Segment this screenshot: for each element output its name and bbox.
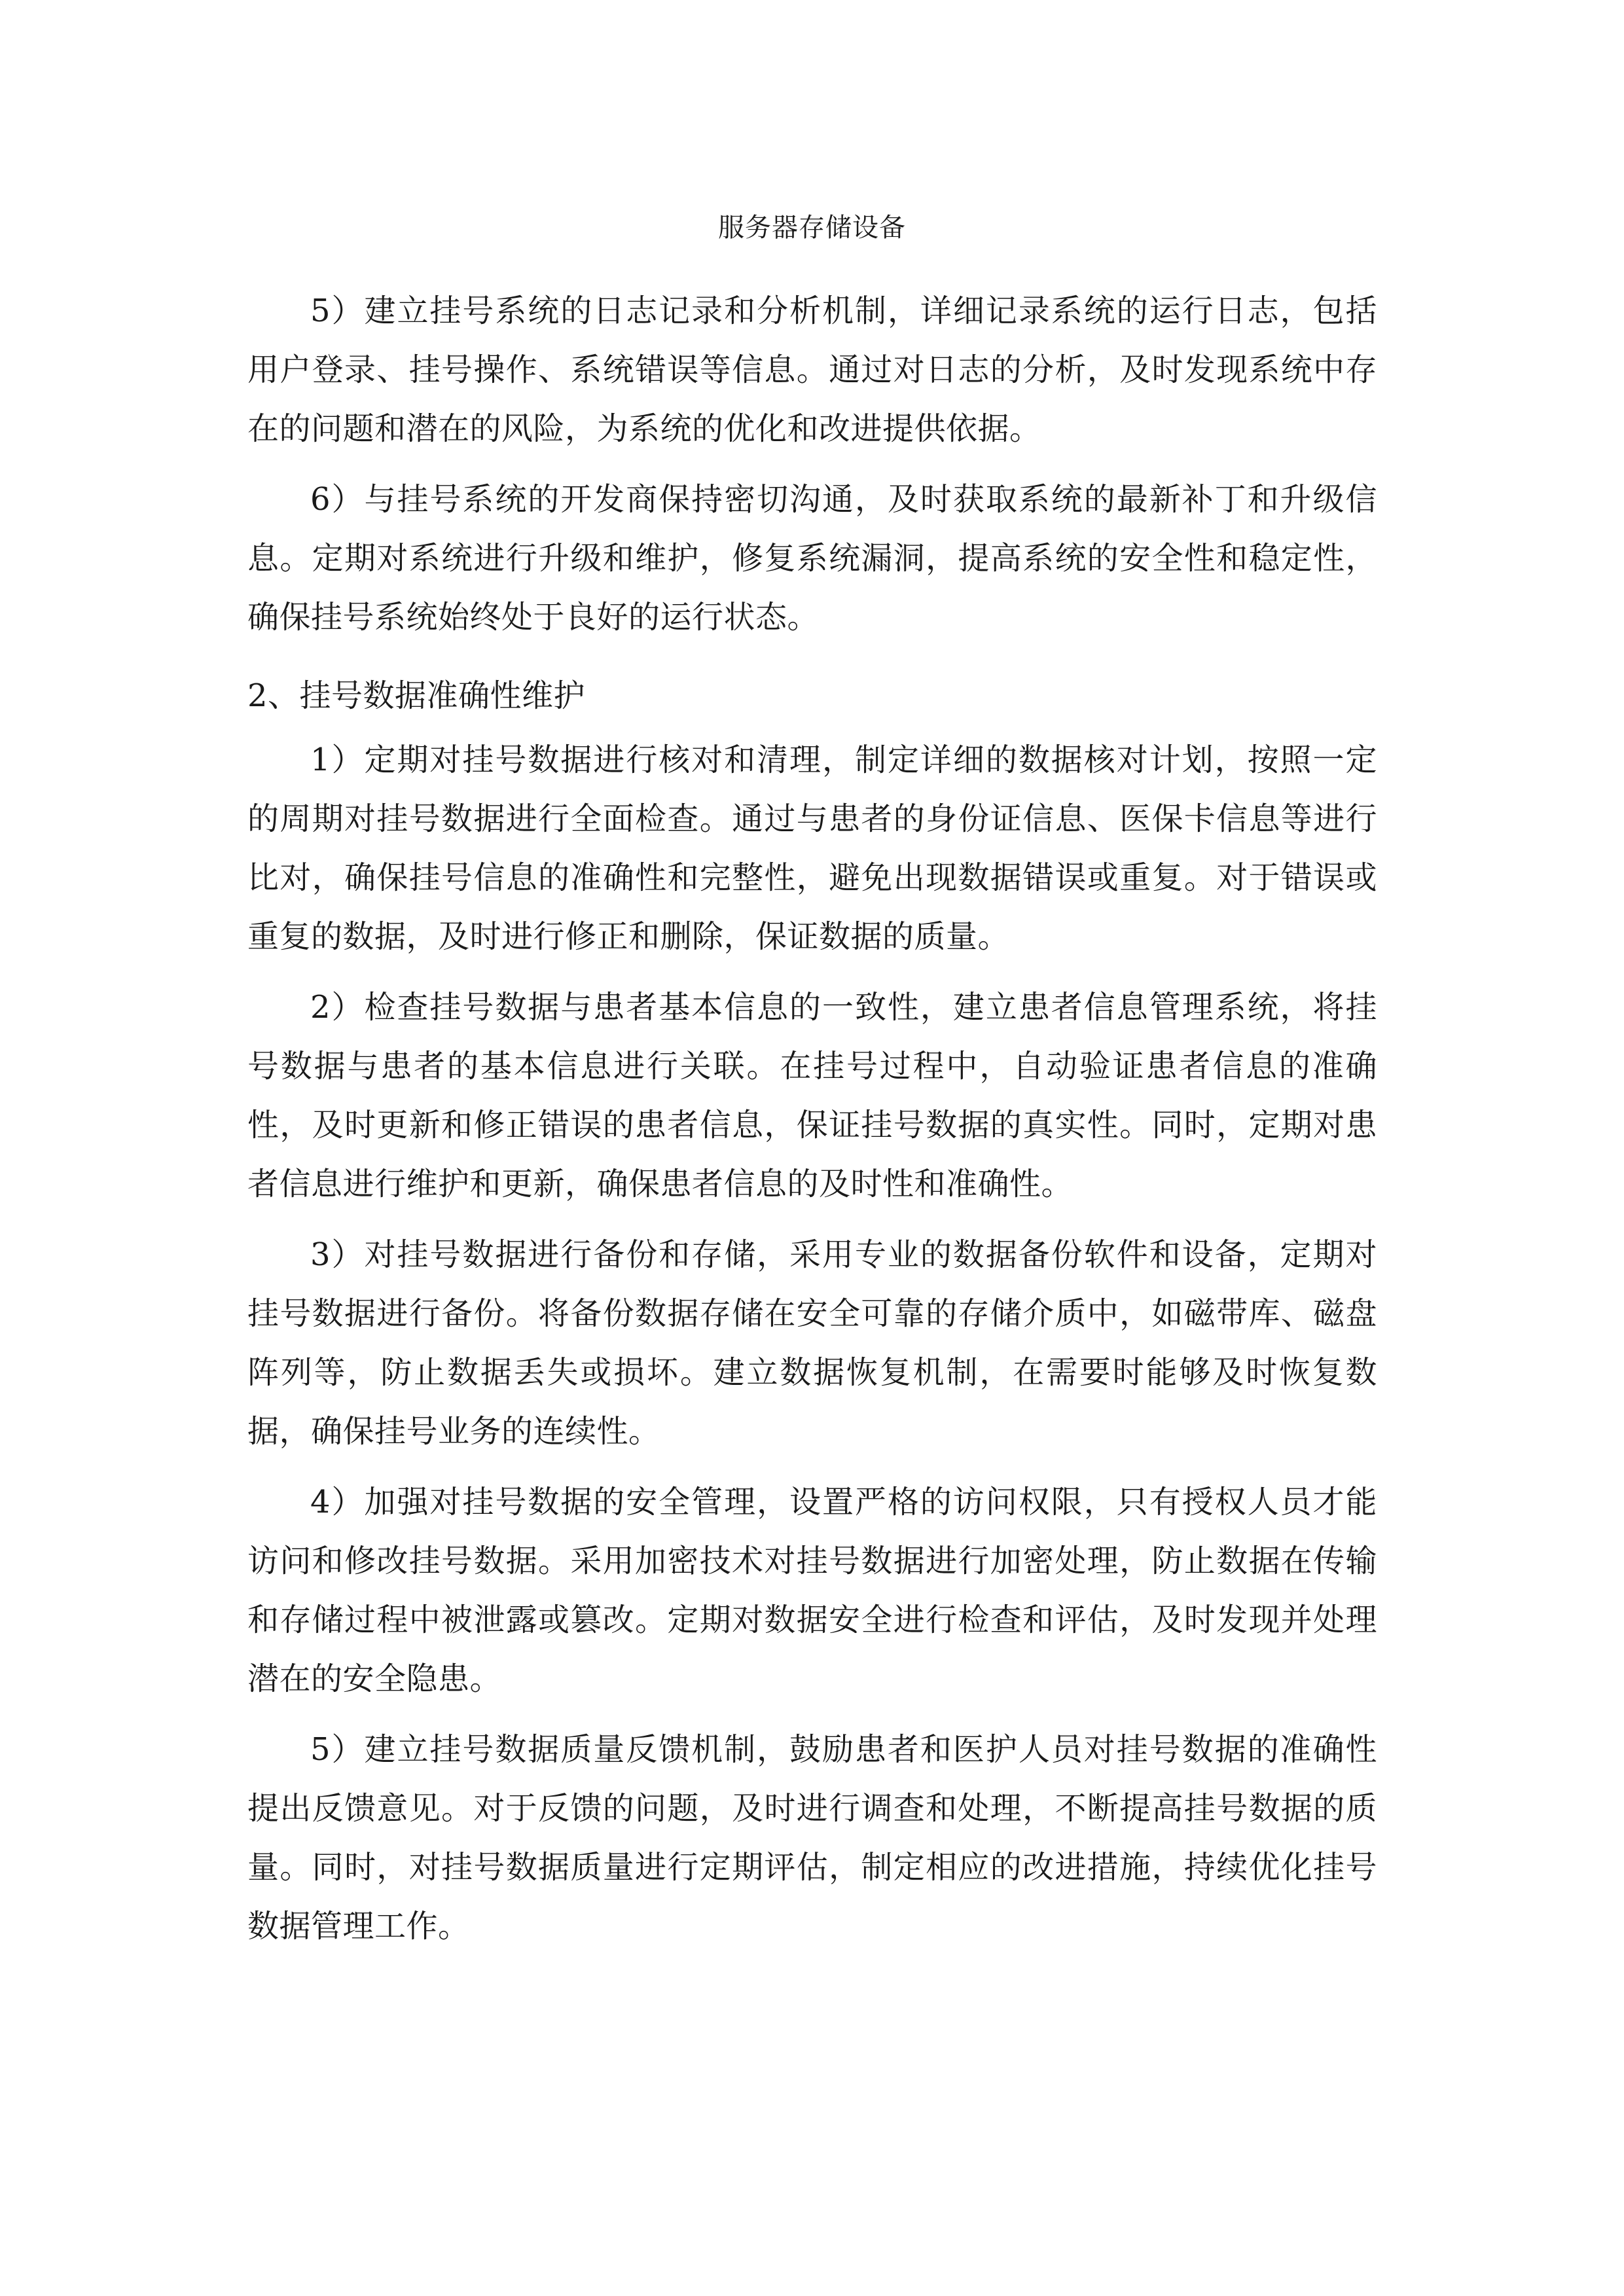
page-header-title: 服务器存储设备 [718, 213, 906, 243]
paragraph-log-mechanism: 5）建立挂号系统的日志记录和分析机制，详细记录系统的运行日志，包括用户登录、挂号操作、系统错误等信息。通过对日志的分析，及时发现系统中存在的问题和潜在的风险，为系统的优化和改进提供依据。 [247, 293, 1377, 447]
paragraph-backup-storage: 3）对挂号数据进行备份和存储，采用专业的数据备份软件和设备，定期对挂号数据进行备份。将备份数据存储在安全可靠的存储介质中，如磁带库、磁盘阵列等，防止数据丢失或损坏。建立数据恢复机制，在需要时能够及时恢复数据，确保挂号业务的连续性。 [247, 1236, 1377, 1450]
section-heading: 2、挂号数据准确性维护 [247, 677, 586, 714]
document-body [247, 281, 1377, 1967]
paragraph-quality-feedback: 5）建立挂号数据质量反馈机制，鼓励患者和医护人员对挂号数据的准确性提出反馈意见。对于反馈的问题，及时进行调查和处理，不断提高挂号数据的质量。同时，对挂号数据质量进行定期评估，制定相应的改进措施，持续优化挂号数据管理工作。 [247, 1731, 1377, 1945]
paragraph-security-management: 4）加强对挂号数据的安全管理，设置严格的访问权限，只有授权人员才能访问和修改挂号数据。采用加密技术对挂号数据进行加密处理，防止数据在传输和存储过程中被泄露或篡改。定期对数据安全进行检查和评估，及时发现并处理潜在的安全隐患。 [247, 1484, 1377, 1697]
paragraph-vendor-communication: 6）与挂号系统的开发商保持密切沟通，及时获取系统的最新补丁和升级信息。定期对系统进行升级和维护，修复系统漏洞，提高系统的安全性和稳定性，确保挂号系统始终处于良好的运行状态。 [247, 481, 1377, 636]
paragraph-patient-consistency: 2）检查挂号数据与患者基本信息的一致性，建立患者信息管理系统，将挂号数据与患者的基本信息进行关联。在挂号过程中，自动验证患者信息的准确性，及时更新和修正错误的患者信息，保证挂号数据的真实性。同时，定期对患者信息进行维护和更新，确保患者信息的及时性和准确性。 [247, 989, 1377, 1202]
paragraph-data-verification: 1）定期对挂号数据进行核对和清理，制定详细的数据核对计划，按照一定的周期对挂号数据进行全面检查。通过与患者的身份证信息、医保卡信息等进行比对，确保挂号信息的准确性和完整性，避免出现数据错误或重复。对于错误或重复的数据，及时进行修正和删除，保证数据的质量。 [247, 742, 1377, 955]
